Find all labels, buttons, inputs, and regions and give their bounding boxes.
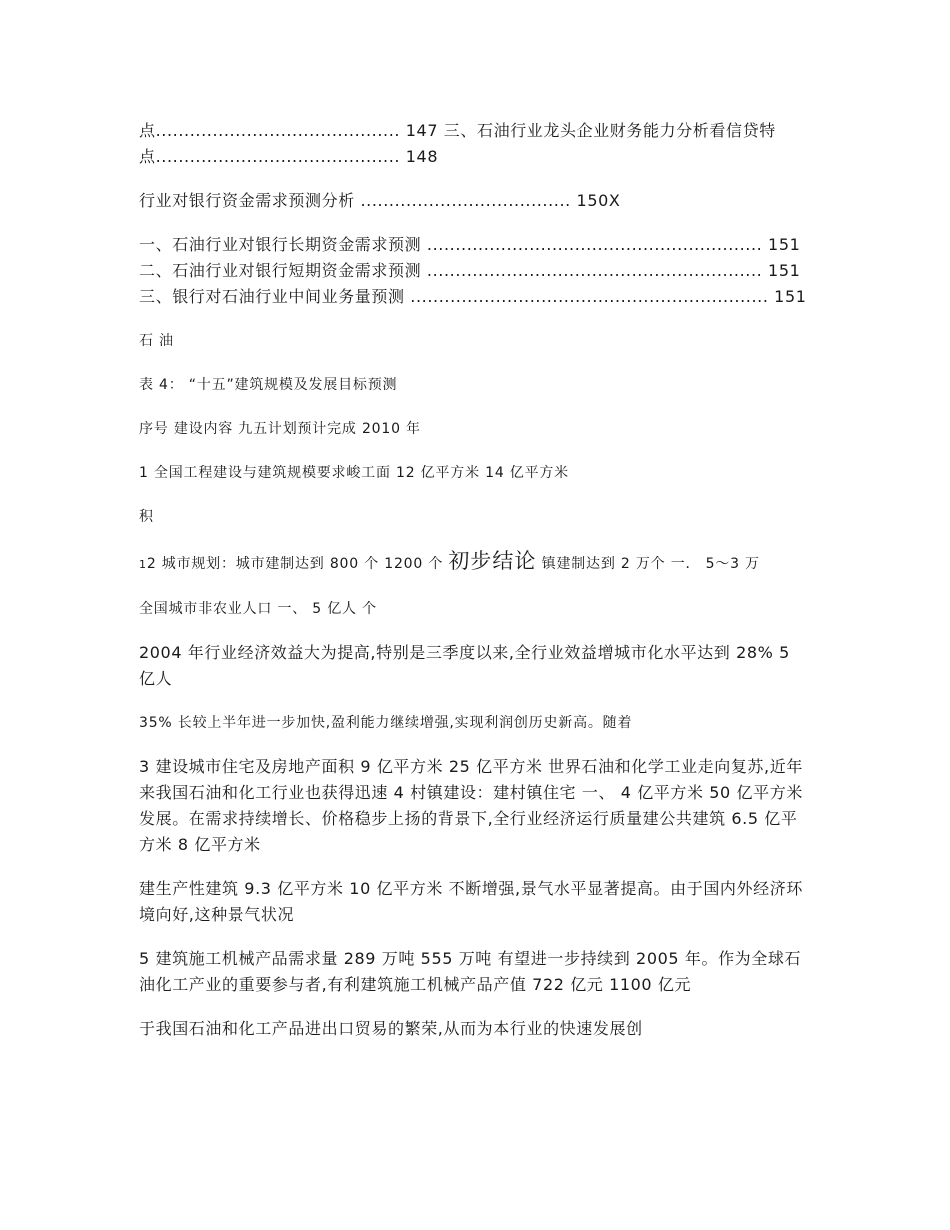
toc-entry-credit-features: 点........................................... 147 三、石油行业龙头企业财务能力分析看信贷特点........................................... 148 <box>139 121 776 166</box>
table-header-row: 序号 建设内容 九五计划预计完成 2010 年 <box>139 421 421 437</box>
table-row-5-machinery: 5 建筑施工机械产品需求量 289 万吨 555 万吨 有望进一步持续到 2005 年。作为全球石油化工产业的重要参与者,有利建筑施工机械产品产值 722 亿元 1100 亿元 <box>139 949 802 994</box>
row-2-text-b: 镇建制达到 2 万个 一． 5～3 万 <box>541 556 760 572</box>
table-row-1: 1 全国工程建设与建筑规模要求峻工面 12 亿平方米 14 亿平方米 <box>139 465 569 481</box>
preliminary-conclusion-heading: 初步结论 <box>448 549 537 573</box>
body-paragraph-trade: 于我国石油和化工产品进出口贸易的繁荣,从而为本行业的快速发展创 <box>139 1019 643 1038</box>
body-paragraph-2004-efficiency: 2004 年行业经济效益大为提高,特别是三季度以来,全行业效益增城市化水平达到 28% 5 亿人 <box>139 643 790 688</box>
section-label-petroleum: 石 油 <box>139 333 174 349</box>
document-page <box>139 118 809 1042</box>
table-row-nonagricultural-population: 全国城市非农业人口 一、 5 亿人 个 <box>139 601 377 617</box>
table-rows-3-4-with-text: 3 建设城市住宅及房地产面积 9 亿平方米 25 亿平方米 世界石油和化学工业走向复苏,近年来我国石油和化工行业也获得迅速 4 村镇建设：建村镇住宅 一、 4 亿平方米 50 亿平方米 发展。在需求持续增长、价格稳步上扬的背景下,全行业经济运行质量建公共建筑 6.5 亿平方米 8 亿平方米 <box>139 757 803 854</box>
table-row-productive-buildings: 建生产性建筑 9.3 亿平方米 10 亿平方米 不断增强,景气水平显著提高。由于国内外经济环境向好,这种景气状况 <box>139 879 803 924</box>
body-paragraph-growth: 35% 长较上半年进一步加快,盈利能力继续增强,实现利润创历史新高。随着 <box>139 715 633 731</box>
row-2-text-a: 2 城市规划：城市建制达到 800 个 1200 个 <box>146 556 444 572</box>
table-row-2-urban-planning <box>139 548 809 578</box>
toc-entry-funding-forecasts: 一、石油行业对银行长期资金需求预测 ........................................................... 151 二、石油行业对银行短期资金需求预测 ........................................................... 151 三、银行对石油行业中间业务量预测 ............................................................... 151 <box>139 235 807 306</box>
row-prefix-digit: 1 <box>139 558 147 571</box>
toc-entry-bank-demand-forecast: 行业对银行资金需求预测分析 ..................................... 150X <box>139 191 621 210</box>
table-caption: 表 4： “十五”建筑规模及发展目标预测 <box>139 377 398 393</box>
table-row-1-continued: 积 <box>139 509 154 525</box>
